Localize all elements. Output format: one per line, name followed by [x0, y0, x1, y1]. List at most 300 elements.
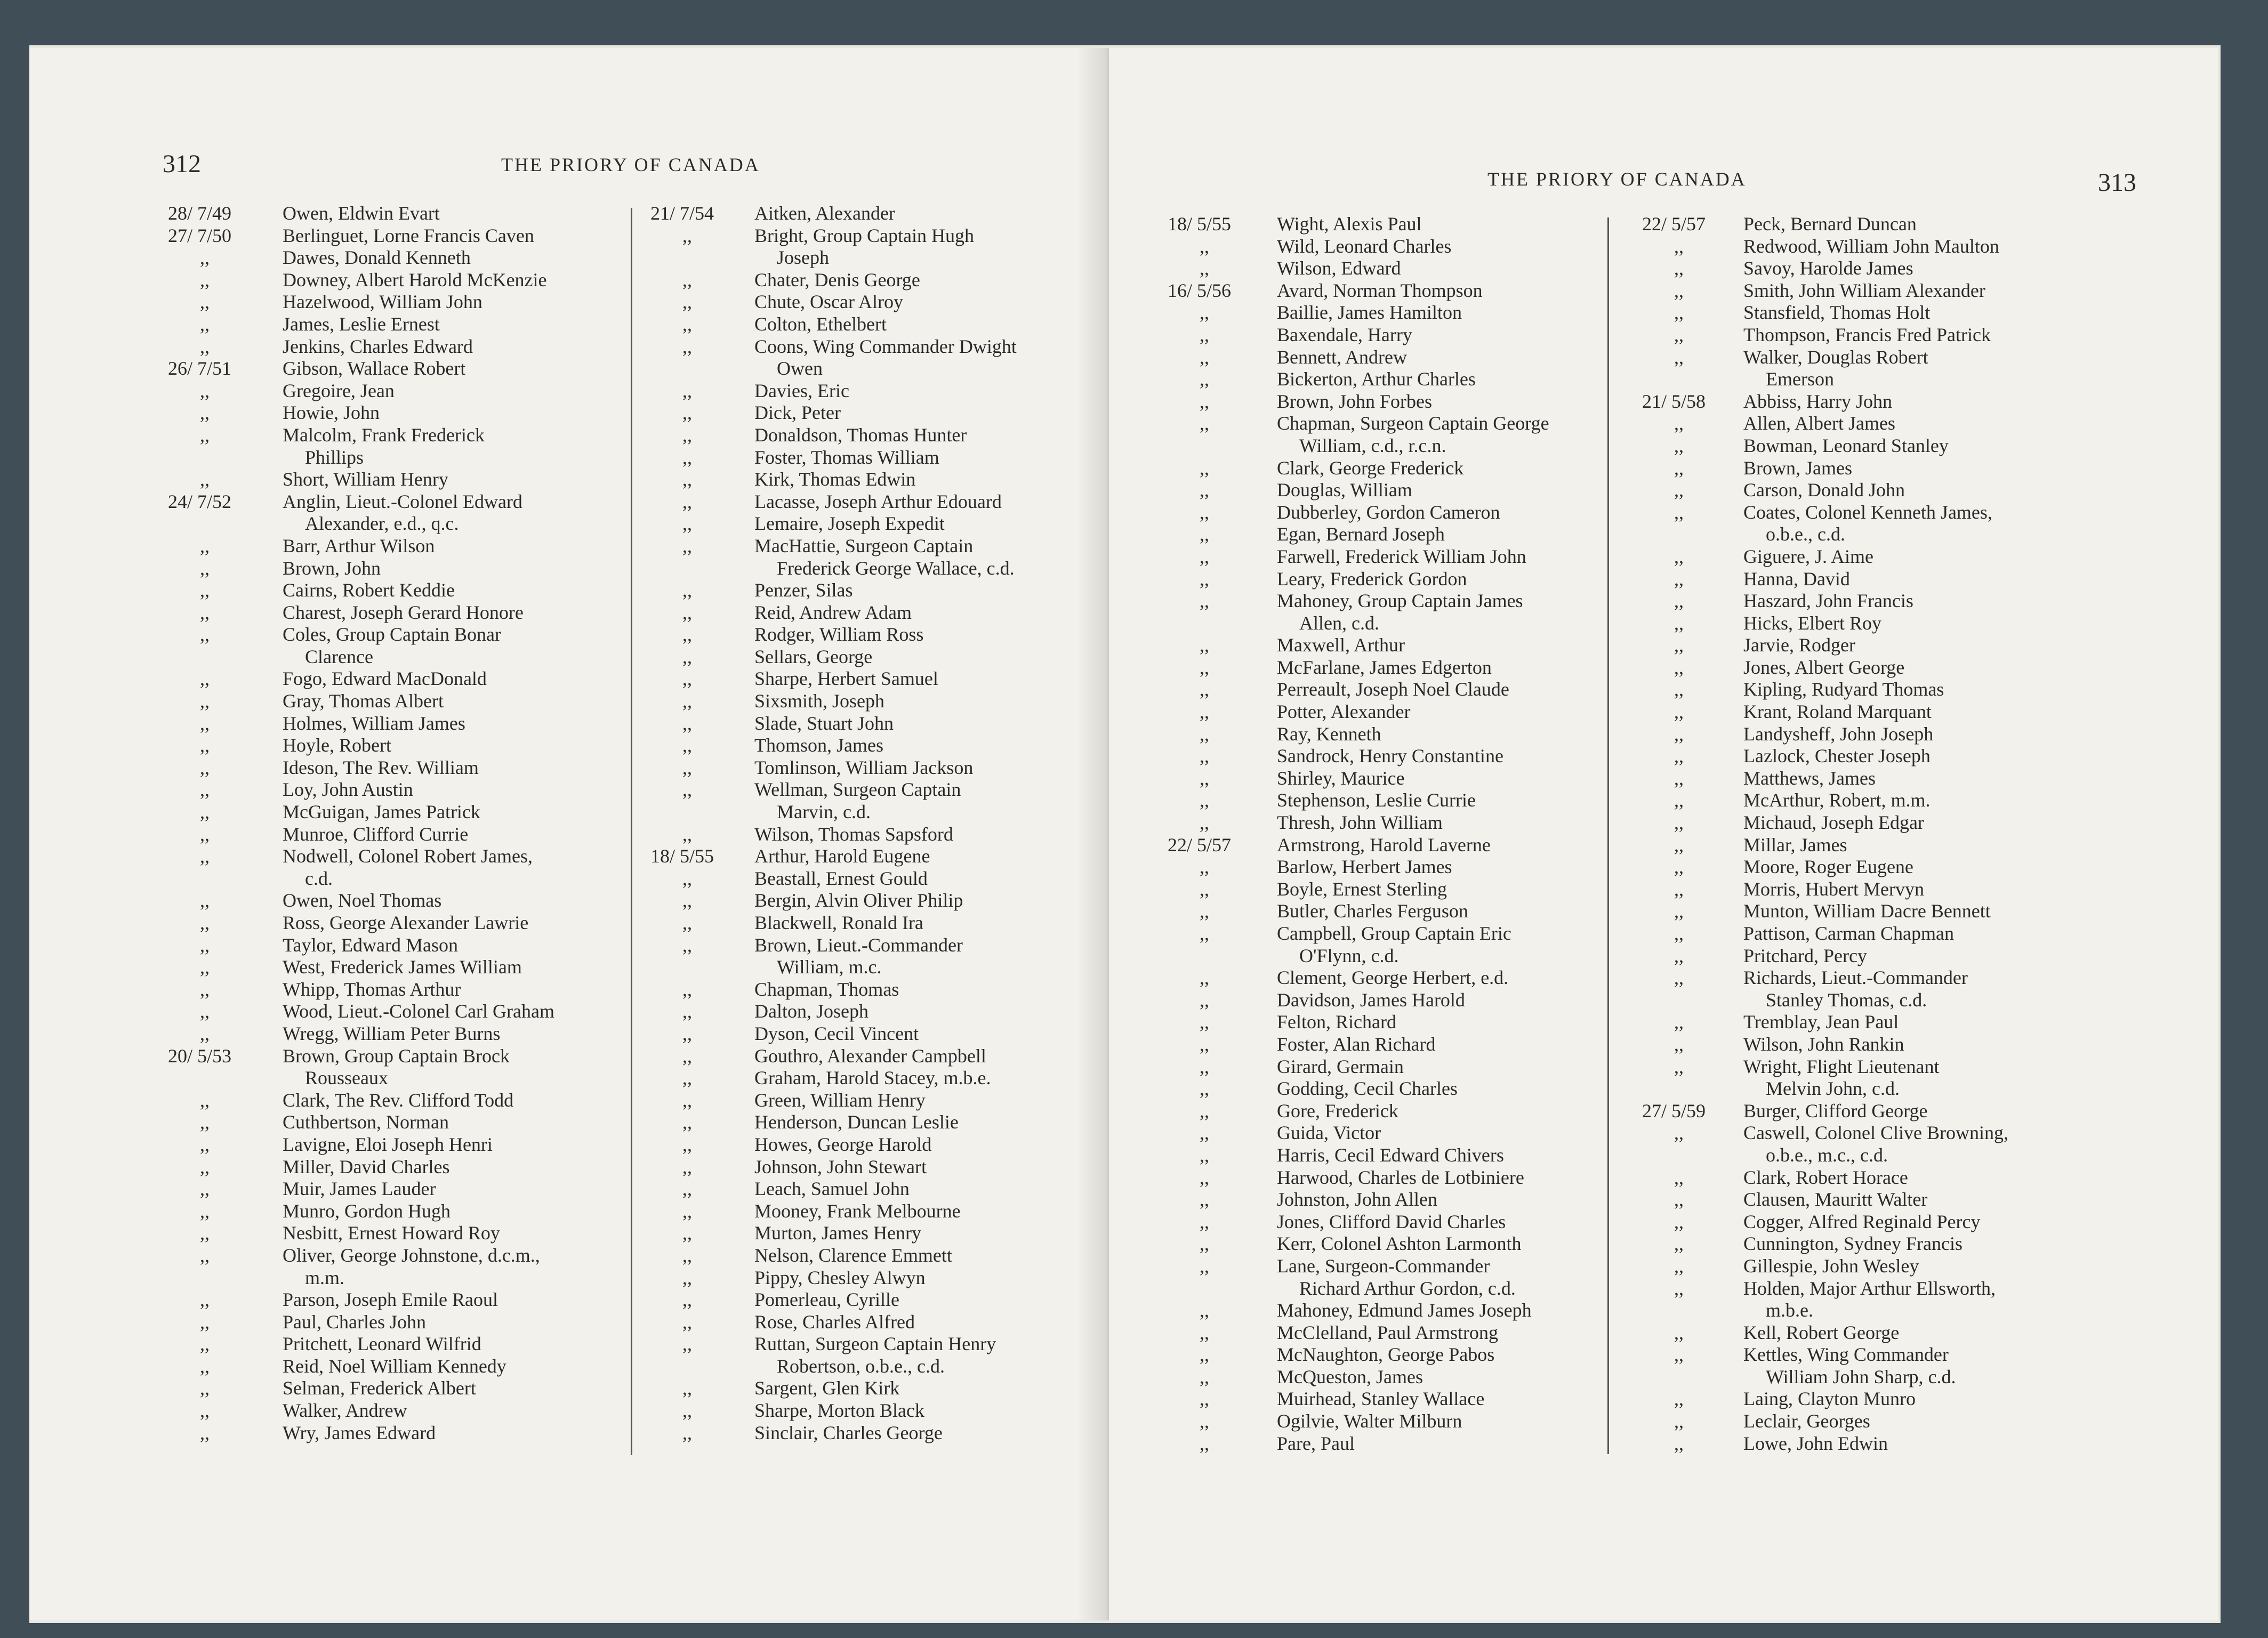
member-name: Sellars, George	[754, 645, 873, 667]
member-name: Muir, James Lauder	[283, 1178, 436, 1200]
register-entry	[1642, 878, 2175, 901]
member-name: Slade, Stuart John	[754, 712, 894, 734]
register-entry	[1642, 1078, 2175, 1100]
register-entry	[1168, 679, 1647, 701]
member-name: Abbiss, Harry John	[1743, 390, 1892, 412]
member-name: c.d.	[305, 867, 333, 889]
member-name: Taylor, Edward Mason	[283, 934, 458, 956]
member-name: Ideson, The Rev. William	[283, 756, 479, 778]
member-name: Hazelwood, William John	[283, 291, 482, 313]
admission-date: ,,	[1674, 302, 1684, 324]
member-name: Barlow, Herbert James	[1277, 856, 1452, 878]
register-entry	[168, 1156, 645, 1179]
admission-date: ,,	[682, 601, 692, 623]
member-name: Wilson, Edward	[1277, 257, 1401, 279]
admission-date: ,,	[200, 247, 210, 269]
register-entry	[650, 801, 1114, 824]
register-entry	[650, 890, 1114, 912]
register-entry	[1168, 280, 1647, 302]
register-entry	[650, 912, 1114, 934]
register-entry	[1642, 1056, 2175, 1078]
member-name: Brown, Lieut.-Commander	[754, 934, 963, 956]
admission-date: ,,	[1674, 789, 1684, 811]
register-entry	[168, 558, 645, 580]
admission-date: ,,	[1200, 390, 1209, 412]
member-name: Gibson, Wallace Robert	[283, 358, 466, 380]
admission-date: ,,	[682, 1022, 692, 1044]
register-entry	[1168, 1189, 1647, 1211]
admission-date: 22/ 5/57	[1642, 213, 1706, 235]
register-entry	[1168, 768, 1647, 790]
register-entry	[1642, 479, 2175, 502]
register-entry	[650, 690, 1114, 713]
member-name: Shirley, Maurice	[1277, 767, 1405, 789]
admission-date: ,,	[1200, 479, 1209, 501]
member-name: Fogo, Edward MacDonald	[283, 668, 487, 690]
admission-date: 20/ 5/53	[168, 1045, 232, 1067]
admission-date: ,,	[1674, 679, 1684, 700]
register-entry	[650, 735, 1114, 757]
register-entry	[1642, 1388, 2175, 1410]
register-entry	[168, 845, 645, 868]
member-name: O'Flynn, c.d.	[1299, 945, 1399, 966]
admission-date: ,,	[1200, 1344, 1209, 1366]
member-name: Walker, Andrew	[283, 1400, 407, 1422]
page-number: 313	[2098, 168, 2136, 197]
member-name: Paul, Charles John	[283, 1311, 426, 1333]
register-entry	[1168, 568, 1647, 591]
admission-date: ,,	[200, 912, 210, 933]
member-name: Farwell, Frederick William John	[1277, 545, 1526, 567]
member-name: Graham, Harold Stacey, m.b.e.	[754, 1067, 991, 1089]
register-entry	[1168, 1100, 1647, 1123]
admission-date: ,,	[1674, 324, 1684, 345]
register-entry	[1642, 413, 2175, 435]
admission-date: ,,	[1674, 945, 1684, 966]
member-name: Allen, Albert James	[1743, 413, 1895, 434]
member-name: Muirhead, Stanley Wallace	[1277, 1388, 1485, 1410]
register-entry	[168, 1267, 645, 1289]
member-name: Kell, Robert George	[1743, 1321, 1900, 1343]
register-entry	[168, 1067, 645, 1090]
member-name: Brown, James	[1743, 457, 1852, 479]
member-name: James, Leslie Ernest	[283, 313, 440, 335]
register-entry	[650, 779, 1114, 801]
member-name: Lemaire, Joseph Expedit	[754, 513, 945, 535]
admission-date: ,,	[200, 269, 210, 291]
admission-date: ,,	[1200, 634, 1209, 656]
register-entry	[650, 1222, 1114, 1245]
member-name: Landysheff, John Joseph	[1743, 723, 1934, 745]
register-entry	[168, 1311, 645, 1334]
admission-date: ,,	[1200, 257, 1209, 279]
admission-date: ,,	[682, 269, 692, 291]
member-name: Thomson, James	[754, 735, 883, 756]
register-entry	[168, 1023, 645, 1045]
register-entry	[1642, 1366, 2175, 1389]
admission-date: ,,	[200, 1400, 210, 1422]
register-entry	[1168, 590, 1647, 612]
admission-date: ,,	[682, 535, 692, 556]
register-entry	[1168, 479, 1647, 502]
admission-date: ,,	[200, 469, 210, 490]
member-name: Owen, Eldwin Evart	[283, 203, 440, 224]
register-entry	[1168, 457, 1647, 480]
admission-date: ,,	[1674, 568, 1684, 590]
admission-date: ,,	[200, 1333, 210, 1355]
admission-date: ,,	[1200, 501, 1209, 523]
member-name: Pippy, Chesley Alwyn	[754, 1266, 926, 1288]
admission-date: ,,	[1200, 1321, 1209, 1343]
admission-date: ,,	[682, 690, 692, 712]
member-name: William, c.d., r.c.n.	[1299, 434, 1446, 456]
member-name: Lacasse, Joseph Arthur Edouard	[754, 490, 1002, 512]
register-entry	[168, 646, 645, 668]
register-entry	[168, 1333, 645, 1355]
member-name: Lavigne, Eloi Joseph Henri	[283, 1133, 493, 1155]
admission-date: ,,	[682, 779, 692, 801]
register-entry	[650, 1400, 1114, 1422]
register-entry	[650, 1178, 1114, 1200]
register-entry	[1168, 502, 1647, 524]
member-name: Blackwell, Ronald Ira	[754, 912, 923, 933]
member-name: Peck, Bernard Duncan	[1743, 213, 1917, 235]
admission-date: ,,	[1200, 679, 1209, 700]
member-name: Clarence	[305, 645, 373, 667]
member-name: Gouthro, Alexander Campbell	[754, 1045, 986, 1067]
admission-date: ,,	[200, 735, 210, 756]
register-entry	[168, 934, 645, 957]
admission-date: ,,	[200, 934, 210, 956]
admission-date: ,,	[200, 1244, 210, 1266]
register-entry	[1642, 856, 2175, 878]
admission-date: ,,	[682, 1311, 692, 1333]
register-entry	[1642, 502, 2175, 524]
register-entry	[1642, 302, 2175, 324]
member-name: Wood, Lieut.-Colonel Carl Graham	[283, 1000, 554, 1022]
member-name: Arthur, Harold Eugene	[754, 845, 930, 867]
member-name: Owen	[777, 358, 823, 380]
register-entry	[1642, 546, 2175, 568]
member-name: Chute, Oscar Alroy	[754, 291, 903, 313]
admission-date: ,,	[1674, 1277, 1684, 1299]
register-entry	[1168, 1366, 1647, 1389]
member-name: Godding, Cecil Charles	[1277, 1078, 1458, 1100]
member-name: Maxwell, Arthur	[1277, 634, 1405, 656]
admission-date: ,,	[1200, 1388, 1209, 1410]
member-name: Holmes, William James	[283, 712, 465, 734]
register-entry	[650, 402, 1114, 424]
register-entry	[1168, 1344, 1647, 1366]
register-entry	[650, 1134, 1114, 1156]
admission-date: ,,	[682, 1156, 692, 1177]
register-entry	[1168, 1011, 1647, 1034]
member-name: Sharpe, Herbert Samuel	[754, 668, 938, 690]
admission-date: ,,	[1200, 568, 1209, 590]
register-entry	[1168, 634, 1647, 657]
member-name: Melvin John, c.d.	[1766, 1078, 1900, 1100]
register-entry	[1642, 568, 2175, 591]
register-entry	[1642, 280, 2175, 302]
member-name: Mahoney, Edmund James Joseph	[1277, 1300, 1532, 1321]
register-entry	[1642, 213, 2175, 236]
admission-date: ,,	[1674, 612, 1684, 634]
register-entry	[650, 469, 1114, 491]
member-name: Redwood, William John Maulton	[1743, 235, 1999, 257]
register-entry	[650, 956, 1114, 979]
member-name: Murton, James Henry	[754, 1222, 921, 1244]
member-name: Henderson, Duncan Leslie	[754, 1111, 959, 1133]
register-entry	[1168, 213, 1647, 236]
member-name: Burger, Clifford George	[1743, 1100, 1928, 1121]
member-name: Dick, Peter	[754, 402, 841, 424]
member-name: Green, William Henry	[754, 1089, 926, 1111]
register-entry	[650, 979, 1114, 1001]
member-name: Leach, Samuel John	[754, 1178, 910, 1200]
register-entry	[1642, 590, 2175, 612]
register-entry	[1642, 1322, 2175, 1344]
admission-date: ,,	[1200, 878, 1209, 900]
member-name: Avard, Norman Thompson	[1277, 279, 1483, 301]
member-name: Millar, James	[1743, 834, 1847, 856]
member-name: Krant, Roland Marquant	[1743, 701, 1932, 723]
member-name: Rousseaux	[305, 1067, 388, 1089]
register-entry	[650, 1267, 1114, 1289]
admission-date: ,,	[1200, 1122, 1209, 1144]
admission-date: 27/ 7/50	[168, 224, 232, 246]
member-name: Haszard, John Francis	[1743, 590, 1913, 612]
member-name: McClelland, Paul Armstrong	[1277, 1321, 1498, 1343]
member-name: Bennett, Andrew	[1277, 346, 1407, 368]
register-entry	[1168, 1211, 1647, 1233]
register-entry	[650, 1156, 1114, 1179]
register-entry	[650, 668, 1114, 690]
register-entry	[650, 513, 1114, 535]
register-column	[650, 203, 1114, 1444]
running-header: THE PRIORY OF CANADA	[1487, 168, 1747, 190]
register-entry	[650, 1067, 1114, 1090]
register-column	[168, 203, 645, 1444]
admission-date: ,,	[1674, 767, 1684, 789]
admission-date: ,,	[682, 1200, 692, 1222]
admission-date: ,,	[682, 1045, 692, 1067]
admission-date: ,,	[682, 1400, 692, 1422]
admission-date: ,,	[1674, 279, 1684, 301]
admission-date: ,,	[200, 335, 210, 357]
admission-date: ,,	[1200, 324, 1209, 345]
admission-date: ,,	[1674, 834, 1684, 856]
admission-date: ,,	[682, 735, 692, 756]
register-column	[1168, 213, 1647, 1455]
member-name: Marvin, c.d.	[777, 801, 871, 823]
admission-date: ,,	[200, 402, 210, 424]
register-entry	[168, 868, 645, 890]
member-name: Joseph	[777, 247, 829, 269]
member-name: Harris, Cecil Edward Chivers	[1277, 1144, 1504, 1166]
register-entry	[1168, 789, 1647, 812]
member-name: Brown, Group Captain Brock	[283, 1045, 510, 1067]
member-name: Alexander, e.d., q.c.	[305, 513, 459, 535]
register-entry	[1642, 1122, 2175, 1144]
admission-date: ,,	[1200, 989, 1209, 1011]
member-name: Coates, Colonel Kenneth James,	[1743, 501, 1992, 523]
register-entry	[1168, 1255, 1647, 1278]
member-name: Dawes, Donald Kenneth	[283, 247, 471, 269]
admission-date: ,,	[682, 335, 692, 357]
register-entry	[168, 956, 645, 979]
admission-date: ,,	[1200, 767, 1209, 789]
member-name: Dubberley, Gordon Cameron	[1277, 501, 1500, 523]
admission-date: ,,	[200, 424, 210, 446]
admission-date: 18/ 5/55	[1168, 213, 1232, 235]
admission-date: ,,	[682, 469, 692, 490]
member-name: Reid, Andrew Adam	[754, 601, 912, 623]
member-name: Baillie, James Hamilton	[1277, 302, 1462, 324]
register-entry	[168, 1090, 645, 1112]
admission-date: ,,	[1200, 235, 1209, 257]
member-name: MacHattie, Surgeon Captain	[754, 535, 974, 556]
register-entry	[168, 1000, 645, 1023]
register-entry	[1168, 723, 1647, 746]
admission-date: ,,	[200, 1156, 210, 1177]
member-name: Short, William Henry	[283, 469, 448, 490]
register-entry	[168, 491, 645, 513]
register-entry	[650, 1289, 1114, 1311]
member-name: Kipling, Rudyard Thomas	[1743, 679, 1944, 700]
admission-date: ,,	[200, 756, 210, 778]
member-name: Coons, Wing Commander Dwight	[754, 335, 1017, 357]
member-name: Kettles, Wing Commander	[1743, 1344, 1949, 1366]
register-entry	[650, 380, 1114, 402]
member-name: Tomlinson, William Jackson	[754, 756, 974, 778]
register-entry	[650, 558, 1114, 580]
member-name: Clark, Robert Horace	[1743, 1166, 1908, 1188]
member-name: Emerson	[1766, 368, 1834, 390]
member-name: Gore, Frederick	[1277, 1100, 1398, 1121]
member-name: Whipp, Thomas Arthur	[283, 978, 461, 1000]
admission-date: ,,	[1674, 723, 1684, 745]
admission-date: 26/ 7/51	[168, 358, 232, 380]
member-name: Bergin, Alvin Oliver Philip	[754, 890, 963, 911]
member-name: Moore, Roger Eugene	[1743, 856, 1913, 878]
member-name: Bright, Group Captain Hugh	[754, 224, 974, 246]
member-name: Chater, Denis George	[754, 269, 920, 291]
member-name: Foster, Alan Richard	[1277, 1033, 1436, 1055]
member-name: Wilson, John Rankin	[1743, 1033, 1904, 1055]
register-entry	[168, 890, 645, 912]
member-name: Wry, James Edward	[283, 1422, 436, 1443]
admission-date: ,,	[682, 224, 692, 246]
register-entry	[1642, 768, 2175, 790]
register-entry	[650, 447, 1114, 469]
admission-date: ,,	[200, 1200, 210, 1222]
member-name: Sinclair, Charles George	[754, 1422, 943, 1443]
register-entry	[650, 1000, 1114, 1023]
register-entry	[1168, 236, 1647, 258]
register-entry	[650, 491, 1114, 513]
member-name: Butler, Charles Ferguson	[1277, 900, 1468, 922]
admission-date: ,,	[1674, 1055, 1684, 1077]
admission-date: 24/ 7/52	[168, 490, 232, 512]
register-entry	[168, 801, 645, 824]
register-entry	[168, 269, 645, 292]
admission-date: ,,	[1200, 1100, 1209, 1121]
register-entry	[1168, 346, 1647, 369]
admission-date: ,,	[682, 1266, 692, 1288]
admission-date: 18/ 5/55	[650, 845, 714, 867]
register-entry	[168, 535, 645, 558]
admission-date: ,,	[1200, 368, 1209, 390]
member-name: Owen, Noel Thomas	[283, 890, 442, 911]
admission-date: 27/ 5/59	[1642, 1100, 1706, 1121]
member-name: Leclair, Georges	[1743, 1410, 1870, 1432]
register-entry	[1642, 834, 2175, 857]
member-name: Caswell, Colonel Clive Browning,	[1743, 1122, 2008, 1144]
member-name: Sixsmith, Joseph	[754, 690, 885, 712]
member-name: Kirk, Thomas Edwin	[754, 469, 916, 490]
admission-date: ,,	[200, 690, 210, 712]
register-entry	[168, 1134, 645, 1156]
admission-date: ,,	[1674, 701, 1684, 723]
admission-date: ,,	[200, 535, 210, 556]
admission-date: ,,	[200, 1355, 210, 1377]
register-entry	[1168, 1078, 1647, 1100]
member-name: Munro, Gordon Hugh	[283, 1200, 451, 1222]
admission-date: ,,	[682, 1089, 692, 1111]
admission-date: ,,	[200, 1422, 210, 1443]
member-name: Matthews, James	[1743, 767, 1876, 789]
member-name: Campbell, Group Captain Eric	[1277, 923, 1511, 944]
member-name: Johnston, John Allen	[1277, 1189, 1438, 1211]
admission-date: ,,	[682, 424, 692, 446]
member-name: Wright, Flight Lieutenant	[1743, 1055, 1940, 1077]
register-entry	[168, 979, 645, 1001]
admission-date: ,,	[682, 668, 692, 690]
admission-date: ,,	[682, 579, 692, 601]
register-entry	[1168, 834, 1647, 857]
register-entry	[650, 1045, 1114, 1068]
admission-date: ,,	[1200, 923, 1209, 944]
register-entry	[1642, 1189, 2175, 1211]
register-entry	[1642, 1144, 2175, 1167]
admission-date: ,,	[1200, 545, 1209, 567]
member-name: Jones, Clifford David Charles	[1277, 1211, 1506, 1232]
register-entry	[1168, 1034, 1647, 1056]
admission-date: ,,	[200, 313, 210, 335]
admission-date: ,,	[1674, 590, 1684, 612]
admission-date: 21/ 5/58	[1642, 390, 1706, 412]
admission-date: ,,	[200, 890, 210, 911]
admission-date: ,,	[1674, 1255, 1684, 1277]
register-entry	[650, 269, 1114, 292]
admission-date: ,,	[682, 1133, 692, 1155]
admission-date: 22/ 5/57	[1168, 834, 1232, 856]
member-name: McGuigan, James Patrick	[283, 801, 480, 823]
register-entry	[168, 624, 645, 646]
member-name: Foster, Thomas William	[754, 446, 939, 468]
admission-date: ,,	[682, 291, 692, 313]
admission-date: ,,	[1200, 812, 1209, 834]
register-entry	[1642, 368, 2175, 391]
register-entry	[650, 358, 1114, 380]
member-name: William, m.c.	[777, 956, 882, 978]
admission-date: ,,	[1200, 789, 1209, 811]
admission-date: ,,	[1674, 1321, 1684, 1343]
admission-date: ,,	[682, 1422, 692, 1443]
register-entry	[1642, 1344, 2175, 1366]
register-entry	[1642, 1410, 2175, 1433]
admission-date: ,,	[1200, 967, 1209, 989]
